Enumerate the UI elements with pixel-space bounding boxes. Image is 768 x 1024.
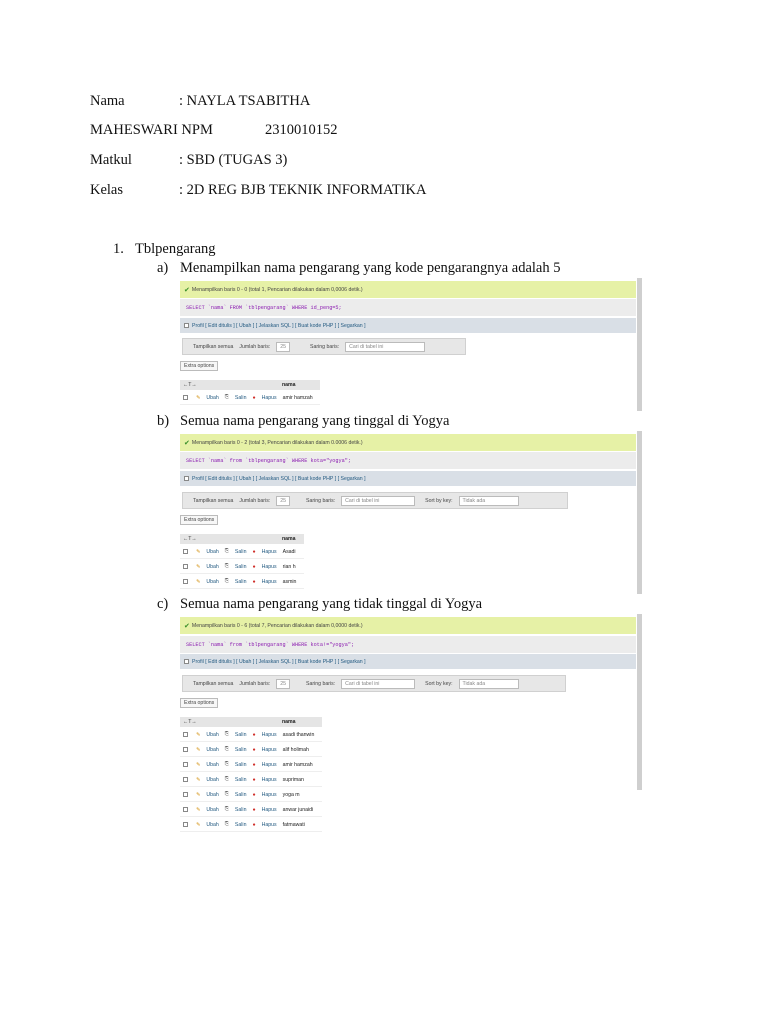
row-value: amir hamzah bbox=[282, 394, 313, 401]
row-value: asadi thanwin bbox=[282, 731, 315, 738]
copy-icon[interactable]: ⎘ bbox=[224, 563, 229, 569]
npm-value: 2310010152 bbox=[265, 122, 338, 138]
table-row bbox=[180, 758, 322, 772]
show-all-label[interactable]: Tampilkan semua bbox=[193, 680, 234, 687]
show-all-label[interactable]: Tampilkan semua bbox=[193, 343, 234, 350]
delete-icon[interactable]: ● bbox=[252, 548, 256, 555]
query-links[interactable]: Profil [ Edit ditulis ] [ Ubah ] [ Jelaskan SQL ] [ Buat kode PHP ] [ Segarkan ] bbox=[180, 471, 636, 486]
filter-label: Saring baris: bbox=[306, 680, 336, 687]
delete-icon[interactable]: ● bbox=[252, 821, 256, 828]
table-header: ←T→ nama bbox=[180, 380, 320, 390]
copy-icon[interactable]: ⎘ bbox=[224, 578, 229, 584]
delete-link[interactable]: Hapus bbox=[261, 394, 277, 401]
item-b-text: Semua nama pengarang yang tinggal di Yogya bbox=[180, 413, 450, 429]
kelas-label: Kelas bbox=[90, 182, 124, 198]
filter-input[interactable]: Cari di tabel ini bbox=[341, 679, 415, 689]
table-row bbox=[180, 728, 322, 742]
delete-link[interactable]: Hapus bbox=[261, 806, 277, 813]
sql-query: SELECT `nama` from `tblpengarang` WHERE kota!="yogya"; bbox=[180, 636, 636, 653]
delete-icon[interactable]: ● bbox=[252, 761, 256, 768]
table-row bbox=[180, 788, 322, 802]
copy-link[interactable]: Salin bbox=[234, 731, 247, 738]
row-value: Asadi bbox=[282, 548, 296, 555]
edit-pencil-icon[interactable]: ✎ bbox=[196, 563, 201, 570]
copy-icon[interactable]: ⎘ bbox=[224, 746, 229, 752]
filter-input[interactable]: Cari di tabel ini bbox=[341, 496, 415, 506]
query-links[interactable]: Profil [ Edit ditulis ] [ Ubah ] [ Jelaskan SQL ] [ Buat kode PHP ] [ Segarkan ] bbox=[180, 654, 636, 669]
copy-link[interactable]: Salin bbox=[234, 394, 247, 401]
edit-pencil-icon[interactable]: ✎ bbox=[196, 548, 201, 555]
table-header: ←T→ nama bbox=[180, 534, 304, 544]
edit-pencil-icon[interactable]: ✎ bbox=[196, 761, 201, 768]
extra-options-button[interactable]: Extra options bbox=[180, 515, 218, 525]
table-header: ←T→ nama bbox=[180, 717, 322, 727]
sort-select[interactable]: Tidak ada bbox=[459, 679, 519, 689]
delete-link[interactable]: Hapus bbox=[261, 821, 277, 828]
delete-link[interactable]: Hapus bbox=[261, 791, 277, 798]
delete-link[interactable]: Hapus bbox=[261, 563, 277, 570]
row-checkbox[interactable] bbox=[183, 762, 188, 767]
check-icon: ✔ bbox=[184, 622, 190, 630]
copy-link[interactable]: Salin bbox=[234, 791, 247, 798]
rows-select[interactable]: 25 bbox=[276, 496, 290, 506]
delete-icon[interactable]: ● bbox=[252, 578, 256, 585]
copy-link[interactable]: Salin bbox=[234, 548, 247, 555]
rows-select[interactable]: 25 bbox=[276, 342, 290, 352]
row-checkbox[interactable] bbox=[183, 822, 188, 827]
row-checkbox[interactable] bbox=[183, 792, 188, 797]
screenshot-query-b bbox=[180, 431, 642, 594]
profil-checkbox[interactable] bbox=[184, 323, 189, 328]
kelas-value: : 2D REG BJB TEKNIK INFORMATIKA bbox=[179, 182, 427, 198]
extra-options-button[interactable]: Extra options bbox=[180, 361, 218, 371]
edit-pencil-icon[interactable]: ✎ bbox=[196, 746, 201, 753]
copy-link[interactable]: Salin bbox=[234, 578, 247, 585]
row-checkbox[interactable] bbox=[183, 777, 188, 782]
scrollbar[interactable] bbox=[637, 614, 642, 790]
edit-link[interactable]: Ubah bbox=[206, 776, 219, 783]
delete-link[interactable]: Hapus bbox=[261, 548, 277, 555]
edit-link[interactable]: Ubah bbox=[206, 821, 219, 828]
sort-select[interactable]: Tidak ada bbox=[459, 496, 519, 506]
table-row bbox=[180, 391, 320, 405]
row-checkbox[interactable] bbox=[183, 732, 188, 737]
row-checkbox[interactable] bbox=[183, 564, 188, 569]
table-row bbox=[180, 818, 322, 832]
sort-arrows-icon[interactable]: ←T→ bbox=[183, 719, 197, 725]
sort-arrows-icon[interactable]: ←T→ bbox=[183, 382, 197, 388]
table-row bbox=[180, 575, 304, 589]
copy-icon[interactable]: ⎘ bbox=[224, 548, 229, 554]
matkul-value: : SBD (TUGAS 3) bbox=[179, 152, 288, 168]
delete-icon[interactable]: ● bbox=[252, 776, 256, 783]
edit-link[interactable]: Ubah bbox=[206, 731, 219, 738]
row-checkbox[interactable] bbox=[183, 579, 188, 584]
sort-label: Sort by key: bbox=[425, 497, 453, 504]
scrollbar[interactable] bbox=[637, 431, 642, 594]
show-all-label[interactable]: Tampilkan semua bbox=[193, 497, 234, 504]
edit-link[interactable]: Ubah bbox=[206, 578, 219, 585]
section-title: Tblpengarang bbox=[135, 241, 216, 257]
copy-link[interactable]: Salin bbox=[234, 761, 247, 768]
table-row bbox=[180, 743, 322, 757]
copy-icon[interactable]: ⎘ bbox=[224, 791, 229, 797]
row-value: amir hamzah bbox=[282, 761, 313, 768]
rows-label: Jumlah baris: bbox=[239, 343, 271, 350]
copy-icon[interactable]: ⎘ bbox=[224, 821, 229, 827]
check-icon: ✔ bbox=[184, 286, 190, 294]
copy-icon[interactable]: ⎘ bbox=[224, 761, 229, 767]
delete-icon[interactable]: ● bbox=[252, 791, 256, 798]
filter-label: Saring baris: bbox=[310, 343, 340, 350]
delete-icon[interactable]: ● bbox=[252, 563, 256, 570]
edit-link[interactable]: Ubah bbox=[206, 746, 219, 753]
row-checkbox[interactable] bbox=[183, 549, 188, 554]
edit-pencil-icon[interactable]: ✎ bbox=[196, 578, 201, 585]
screenshot-query-a bbox=[180, 278, 642, 411]
delete-link[interactable]: Hapus bbox=[261, 761, 277, 768]
sort-label: Sort by key: bbox=[425, 680, 453, 687]
edit-link[interactable]: Ubah bbox=[206, 761, 219, 768]
section-number: 1. bbox=[113, 241, 124, 257]
row-value: fatmawati bbox=[282, 821, 305, 828]
result-message: ✔ Menampilkan baris 0 - 0 (total 1, Pencarian dilakukan dalam 0,0006 detik.) bbox=[180, 281, 636, 298]
item-c-marker: c) bbox=[157, 596, 169, 612]
copy-icon[interactable]: ⎘ bbox=[224, 394, 229, 400]
screenshot-query-c bbox=[180, 614, 642, 836]
matkul-label: Matkul bbox=[90, 152, 132, 168]
row-checkbox[interactable] bbox=[183, 807, 188, 812]
copy-icon[interactable]: ⎘ bbox=[224, 731, 229, 737]
delete-icon[interactable]: ● bbox=[252, 746, 256, 753]
copy-link[interactable]: Salin bbox=[234, 806, 247, 813]
item-c-text: Semua nama pengarang yang tidak tinggal di Yogya bbox=[180, 596, 483, 612]
copy-link[interactable]: Salin bbox=[234, 746, 247, 753]
maheswari-npm-label: MAHESWARI NPM bbox=[90, 122, 213, 138]
table-row bbox=[180, 560, 304, 574]
item-a-text: Menampilkan nama pengarang yang kode pengarangnya adalah 5 bbox=[180, 260, 561, 276]
edit-pencil-icon[interactable]: ✎ bbox=[196, 394, 201, 401]
row-value: anwar junaidi bbox=[282, 806, 314, 813]
profil-checkbox[interactable] bbox=[184, 476, 189, 481]
edit-pencil-icon[interactable]: ✎ bbox=[196, 731, 201, 738]
display-controls bbox=[182, 492, 568, 509]
table-row bbox=[180, 803, 322, 817]
query-links[interactable]: Profil [ Edit ditulis ] [ Ubah ] [ Jelaskan SQL ] [ Buat kode PHP ] [ Segarkan ] bbox=[180, 318, 636, 333]
delete-link[interactable]: Hapus bbox=[261, 746, 277, 753]
row-value: asmin bbox=[282, 578, 297, 585]
display-controls bbox=[182, 675, 566, 692]
item-b-marker: b) bbox=[157, 413, 170, 429]
delete-icon[interactable]: ● bbox=[252, 394, 256, 401]
copy-link[interactable]: Salin bbox=[234, 821, 247, 828]
row-checkbox[interactable] bbox=[183, 747, 188, 752]
copy-icon[interactable]: ⎘ bbox=[224, 776, 229, 782]
copy-icon[interactable]: ⎘ bbox=[224, 806, 229, 812]
rows-select[interactable]: 25 bbox=[276, 679, 290, 689]
row-checkbox[interactable] bbox=[183, 395, 188, 400]
delete-link[interactable]: Hapus bbox=[261, 731, 277, 738]
item-a-marker: a) bbox=[157, 260, 169, 276]
rows-label: Jumlah baris: bbox=[239, 680, 271, 687]
edit-link[interactable]: Ubah bbox=[206, 791, 219, 798]
profil-checkbox[interactable] bbox=[184, 659, 189, 664]
edit-link[interactable]: Ubah bbox=[206, 806, 219, 813]
table-row bbox=[180, 773, 322, 787]
copy-link[interactable]: Salin bbox=[234, 563, 247, 570]
display-controls bbox=[182, 338, 466, 355]
edit-link[interactable]: Ubah bbox=[206, 548, 219, 555]
result-message: ✔ Menampilkan baris 0 - 6 (total 7, Pencarian dilakukan dalam 0,0000 detik.) bbox=[180, 617, 636, 634]
sql-query: SELECT `nama` FROM `tblpengarang` WHERE id_peng=5; bbox=[180, 299, 636, 316]
sort-arrows-icon[interactable]: ←T→ bbox=[183, 536, 197, 542]
copy-link[interactable]: Salin bbox=[234, 776, 247, 783]
edit-pencil-icon[interactable]: ✎ bbox=[196, 791, 201, 798]
row-value: alif holimah bbox=[282, 746, 309, 753]
delete-icon[interactable]: ● bbox=[252, 731, 256, 738]
row-value: rian h bbox=[282, 563, 296, 570]
nama-value: : NAYLA TSABITHA bbox=[179, 93, 311, 109]
nama-label: Nama bbox=[90, 93, 125, 109]
check-icon: ✔ bbox=[184, 439, 190, 447]
rows-label: Jumlah baris: bbox=[239, 497, 271, 504]
row-value: supriman bbox=[282, 776, 304, 783]
edit-pencil-icon[interactable]: ✎ bbox=[196, 776, 201, 783]
edit-pencil-icon[interactable]: ✎ bbox=[196, 821, 201, 828]
table-row bbox=[180, 545, 304, 559]
result-message: ✔ Menampilkan baris 0 - 2 (total 3, Pencarian dilakukan dalam 0.0006 detik.) bbox=[180, 434, 636, 451]
delete-link[interactable]: Hapus bbox=[261, 578, 277, 585]
extra-options-button[interactable]: Extra options bbox=[180, 698, 218, 708]
edit-link[interactable]: Ubah bbox=[206, 394, 219, 401]
edit-link[interactable]: Ubah bbox=[206, 563, 219, 570]
edit-pencil-icon[interactable]: ✎ bbox=[196, 806, 201, 813]
delete-link[interactable]: Hapus bbox=[261, 776, 277, 783]
filter-input[interactable]: Cari di tabel ini bbox=[345, 342, 425, 352]
scrollbar[interactable] bbox=[637, 278, 642, 411]
delete-icon[interactable]: ● bbox=[252, 806, 256, 813]
sql-query: SELECT `nama` from `tblpengarang` WHERE kota="yogya"; bbox=[180, 452, 636, 469]
row-value: yoga m bbox=[282, 791, 300, 798]
filter-label: Saring baris: bbox=[306, 497, 336, 504]
